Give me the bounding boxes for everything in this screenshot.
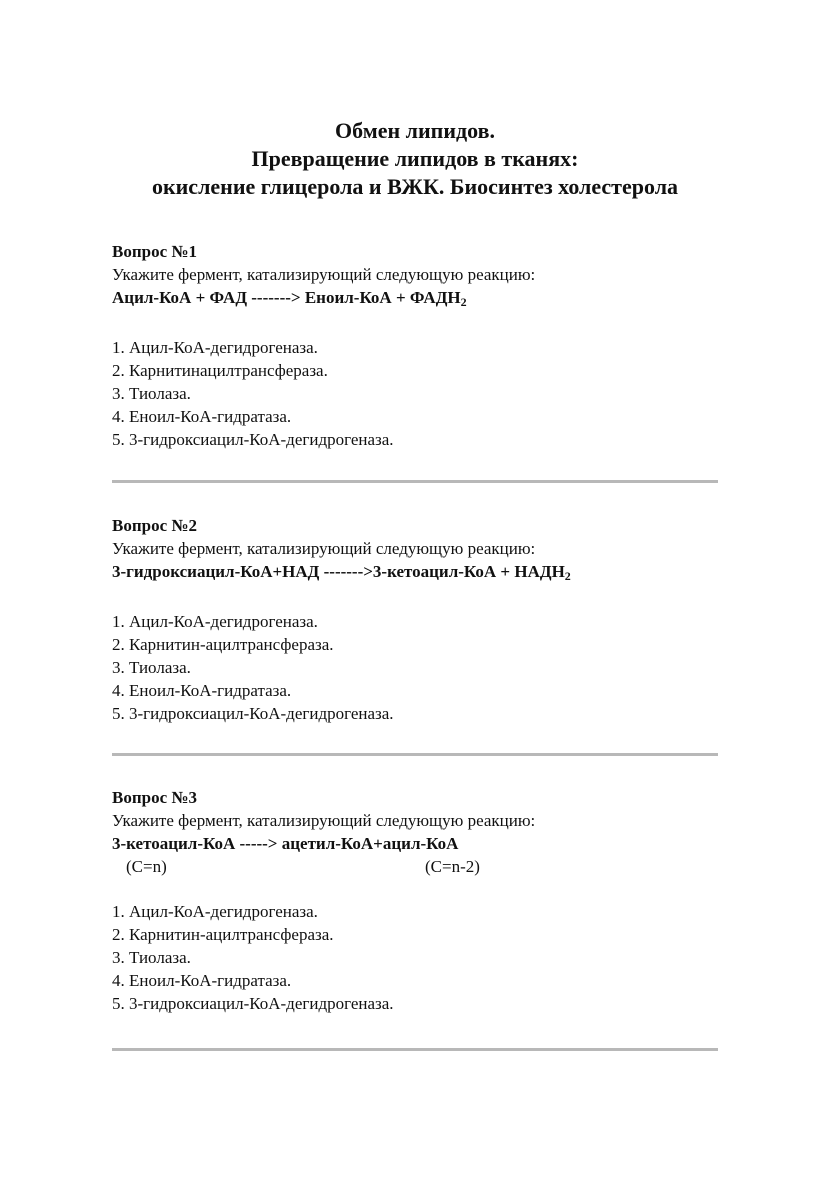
title-line-2: Превращение липидов в тканях: (251, 146, 579, 171)
reaction-subscript: 2 (564, 569, 571, 583)
reaction-subscript: 2 (460, 295, 467, 309)
document-title (0, 117, 830, 201)
reaction-equation (112, 832, 722, 855)
answer-options (112, 900, 722, 1015)
title-line-1: Обмен липидов. (335, 118, 495, 143)
reaction-text: Ацил-КоА + ФАД -------> Еноил-КоА + ФАДН (112, 288, 461, 307)
answer-option: 4. Еноил-КоА-гидратаза. (112, 407, 292, 426)
answer-option: 2. Карнитин-ацилтрансфераза. (112, 635, 334, 654)
condition-left: (C=n) (126, 857, 167, 876)
question-heading: Вопрос №3 (112, 788, 197, 807)
reaction-equation (112, 286, 722, 314)
reaction-text: 3-гидроксиацил-КоА+НАД ------->3-кетоацил-КоА + НАДН (112, 562, 565, 581)
answer-option: 3. Тиолаза. (112, 384, 191, 403)
answer-option: 5. 3-гидроксиацил-КоА-дегидрогеназа. (112, 430, 394, 449)
section-divider (112, 1048, 718, 1051)
answer-option: 1. Ацил-КоА-дегидрогеназа. (112, 902, 318, 921)
answer-option: 2. Карнитин-ацилтрансфераза. (112, 925, 334, 944)
question-prompt: Укажите фермент, катализирующий следующую реакцию: (112, 265, 536, 284)
answer-options (112, 336, 722, 451)
reaction-text: 3-кетоацил-КоА -----> ацетил-КоА+ацил-КоА (112, 834, 459, 853)
answer-option: 3. Тиолаза. (112, 948, 191, 967)
question-heading: Вопрос №1 (112, 242, 197, 261)
answer-option: 5. 3-гидроксиацил-КоА-дегидрогеназа. (112, 704, 394, 723)
section-divider (112, 480, 718, 483)
answer-options (112, 610, 722, 725)
title-line-3: окисление глицерола и ВЖК. Биосинтез холестерола (151, 174, 679, 199)
question-prompt: Укажите фермент, катализирующий следующую реакцию: (112, 811, 536, 830)
question-3 (112, 786, 722, 1015)
reaction-equation (112, 560, 722, 588)
answer-option: 4. Еноил-КоА-гидратаза. (112, 971, 292, 990)
answer-option: 3. Тиолаза. (112, 658, 191, 677)
question-2 (112, 514, 722, 725)
question-1 (112, 240, 722, 451)
condition-right: (C=n-2) (425, 857, 480, 876)
section-divider (112, 753, 718, 756)
question-prompt: Укажите фермент, катализирующий следующую реакцию: (112, 539, 536, 558)
answer-option: 2. Карнитинацилтрансфераза. (112, 361, 328, 380)
answer-option: 5. 3-гидроксиацил-КоА-дегидрогеназа. (112, 994, 394, 1013)
reaction-conditions (112, 855, 722, 878)
answer-option: 1. Ацил-КоА-дегидрогеназа. (112, 338, 318, 357)
answer-option: 1. Ацил-КоА-дегидрогеназа. (112, 612, 318, 631)
answer-option: 4. Еноил-КоА-гидратаза. (112, 681, 292, 700)
question-heading: Вопрос №2 (112, 516, 197, 535)
